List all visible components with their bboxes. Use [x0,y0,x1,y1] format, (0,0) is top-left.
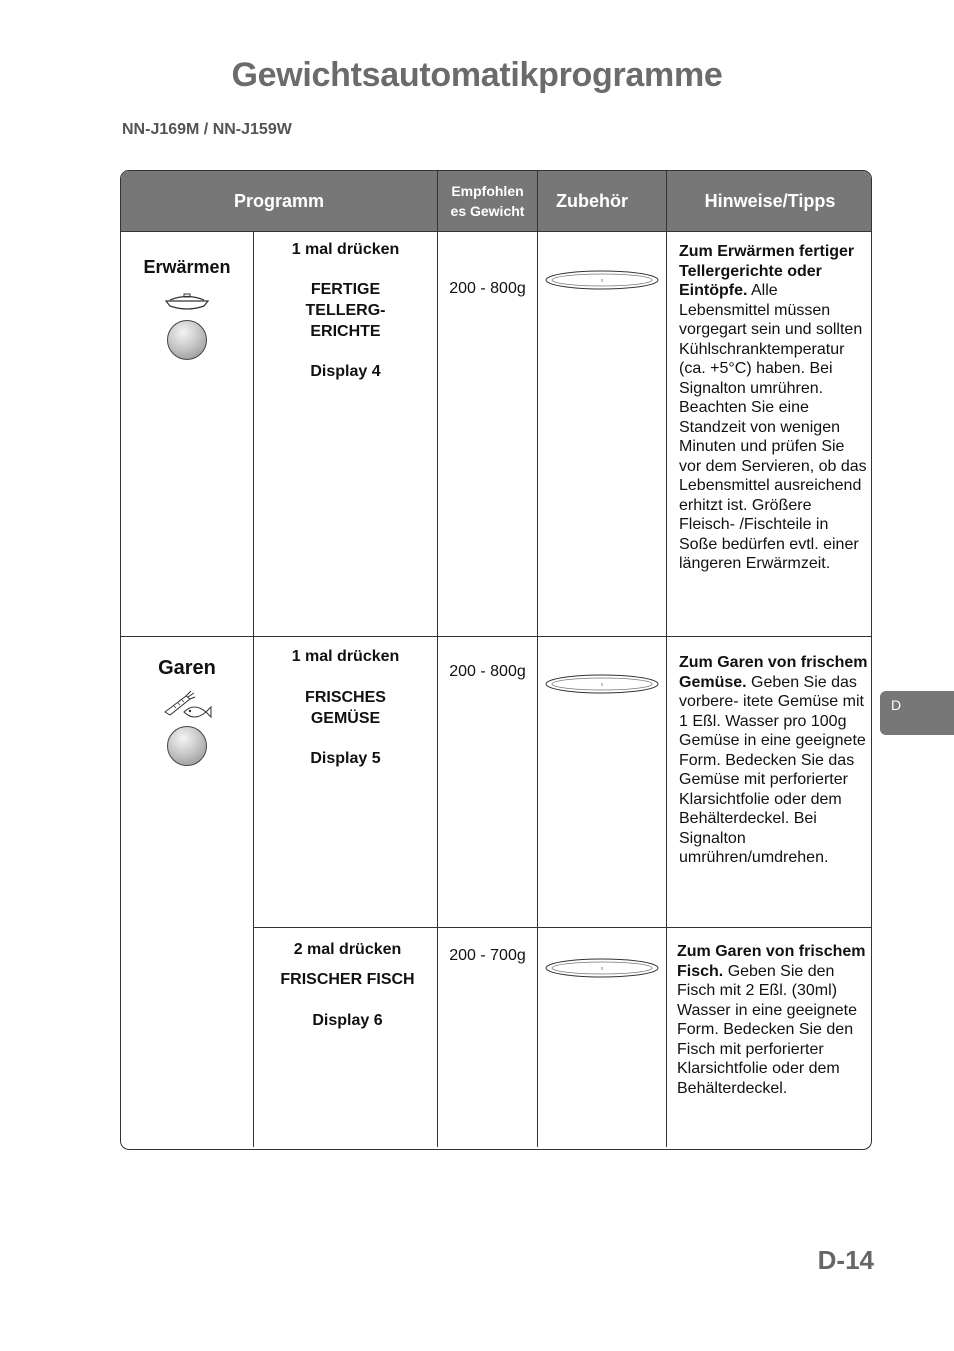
press-count: 1 mal drücken [291,648,400,665]
header-gewicht-line2: es Gewicht [450,203,525,219]
notes-cell-3 [677,942,869,1098]
notes-text: Alle Lebensmittel müssen vorgegart sein und sollten Kühlschranktemperatur (ca. +5°C) haben. Bei Signalton umrühren. Beachten Sie eine Standzeit von wenigen Minuten und prüfen Sie vor dem Servieren, ob das Lebensmittel ausreichend erhitzt ist. Größere Fleisch- /Fischteile in Soße bedürfen evtl. einer längeren Erwärmzeit. [679,282,867,572]
vegetable-fish-icon [162,690,212,724]
header-hinweise: Hinweise/Tipps [704,190,836,211]
divider-col4 [666,171,667,1147]
display-number: Display 6 [312,1012,383,1029]
covered-dish-icon [165,292,209,316]
turntable-plate-icon [545,269,659,296]
program-table [120,170,872,1150]
divider-row2 [253,927,872,928]
header-gewicht-line1: Empfohlen [451,183,524,199]
notes-text: Geben Sie den Fisch mit 2 Eßl. (30ml) Wasser in eine geeignete Form. Bedecken Sie den Fisch mit perforierter Klarsichtfolie oder dem Behälterdeckel. [677,962,857,1097]
svg-text:x: x [600,682,604,688]
turntable-plate-icon [545,957,659,984]
round-button-icon [167,726,207,766]
page-number: D-14 [817,1245,874,1275]
program-cell-1 [254,240,437,381]
press-count: 1 mal drücken [291,241,400,258]
section-tab [880,691,954,735]
round-button-icon [167,320,207,360]
program-name-line: FERTIGE [310,280,381,298]
program-name-line: GEMÜSE [310,709,381,727]
program-name-line: ERICHTE [310,322,381,340]
notes-heading: Zum Erwärmen fertiger Tellergerichte oder Eintöpfe. [679,243,855,299]
notes-heading: Zum Garen von frischem Gemüse. [679,654,868,691]
program-cell-3 [254,940,441,1031]
section-tab-label: D [891,697,902,713]
header-gewicht [438,171,537,231]
turntable-plate-icon [545,673,659,700]
header-zubehoer: Zubehör [556,190,628,211]
divider-row1 [121,636,872,637]
notes-cell-1 [679,242,869,574]
notes-cell-2 [679,653,871,868]
notes-heading: Zum Garen von frischem Fisch. [677,943,866,980]
category-label: Garen [158,657,216,679]
page-title: Gewichtsautomatikprogramme [231,56,723,94]
divider-col3 [537,171,538,1147]
weight-cell-2: 200 - 800g [449,663,526,680]
category-label: Erwärmen [143,257,231,277]
svg-text:x: x [600,966,604,972]
press-count: 2 mal drücken [293,941,402,958]
display-number: Display 5 [310,749,381,767]
svg-text:x: x [600,278,604,284]
display-number: Display 4 [310,362,381,380]
category-erwaermen [121,257,253,360]
notes-text: Geben Sie das vorbere- itete Gemüse mit 1 Eßl. Wasser pro 100g Gemüse in eine geeignete Form. Bedecken Sie das Gemüse mit perforierter Klarsichtfolie oder dem Behälterdeckel. Bei Signalton umrühren/umdrehen. [679,673,866,866]
model-number: NN-J169M / NN-J159W [122,121,292,138]
header-programm: Programm [233,190,325,211]
program-name-line: FRISCHES [305,688,386,706]
weight-cell-3: 200 - 700g [449,947,526,964]
program-name-line: FRISCHER FISCH [280,970,415,988]
program-name-line: TELLERG- [305,301,386,319]
category-garen [121,657,253,766]
weight-cell-1: 200 - 800g [449,280,526,297]
program-cell-2 [254,647,437,768]
